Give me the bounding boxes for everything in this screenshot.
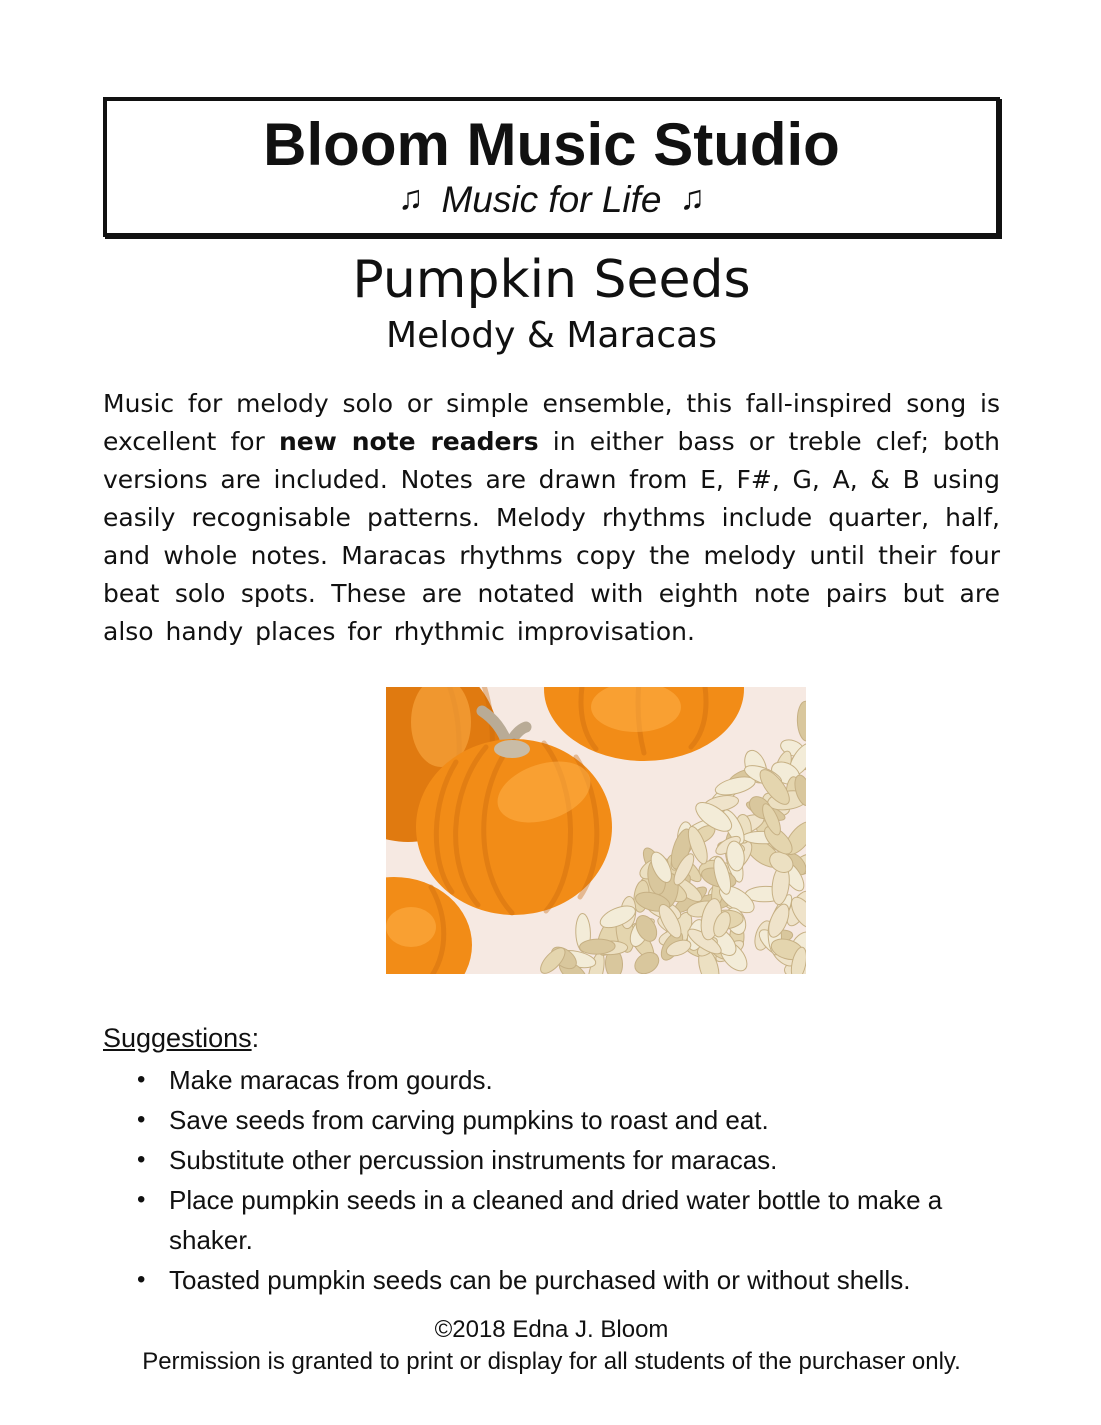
- pumpkins-and-seeds-illustration: [386, 687, 806, 974]
- permission-line: Permission is granted to print or display for all students of the purchaser only.: [142, 1348, 961, 1375]
- description-text-rest: in either bass or treble clef; both versions are included. Notes are drawn from E, F#, G, A, & B using easily recognisable patterns. Melody rhythms include quarter, half, and whole notes. Maracas rhythms copy the melody until their four beat solo spots. These are notated with eighth note pairs but are also handy places for rhythmic improvisation.: [103, 427, 1000, 646]
- studio-tagline: [398, 178, 705, 222]
- suggestion-item: • Place pumpkin seeds in a cleaned and dried water bottle to make a shaker.: [103, 1180, 1000, 1260]
- suggestions-list: [103, 1060, 1000, 1300]
- music-note-icon: ♫: [679, 179, 705, 217]
- tagline-text: Music for Life: [441, 179, 662, 220]
- music-note-icon: ♫: [397, 179, 424, 217]
- suggestion-item: • Substitute other percussion instruments for maracas.: [103, 1140, 1000, 1180]
- studio-header-box: [103, 97, 1000, 237]
- copyright-line: ©2018 Edna J. Bloom: [434, 1316, 669, 1343]
- suggestion-item: • Toasted pumpkin seeds can be purchased with or without shells.: [103, 1260, 1000, 1300]
- suggestions-heading-colon: :: [251, 1023, 260, 1053]
- description-paragraph: [103, 385, 1000, 651]
- suggestions-section: [103, 1022, 1000, 1300]
- pumpkins-and-seeds-photo: [386, 687, 806, 974]
- description-text-lead: Music for melody solo or simple ensemble, this fall-inspired song is excellent for: [103, 389, 1000, 456]
- page-subtitle: Melody & Maracas: [386, 315, 717, 356]
- suggestion-item: • Make maracas from gourds.: [103, 1060, 1000, 1100]
- suggestions-heading-text: Suggestions: [103, 1023, 252, 1053]
- footer: [103, 1314, 1000, 1378]
- suggestion-item: • Save seeds from carving pumpkins to roast and eat.: [103, 1100, 1000, 1140]
- studio-name: Bloom Music Studio: [263, 111, 840, 178]
- page-title: Pumpkin Seeds: [352, 250, 751, 310]
- suggestions-heading: [103, 1022, 1000, 1054]
- description-bold-phrase: new note readers: [278, 427, 539, 456]
